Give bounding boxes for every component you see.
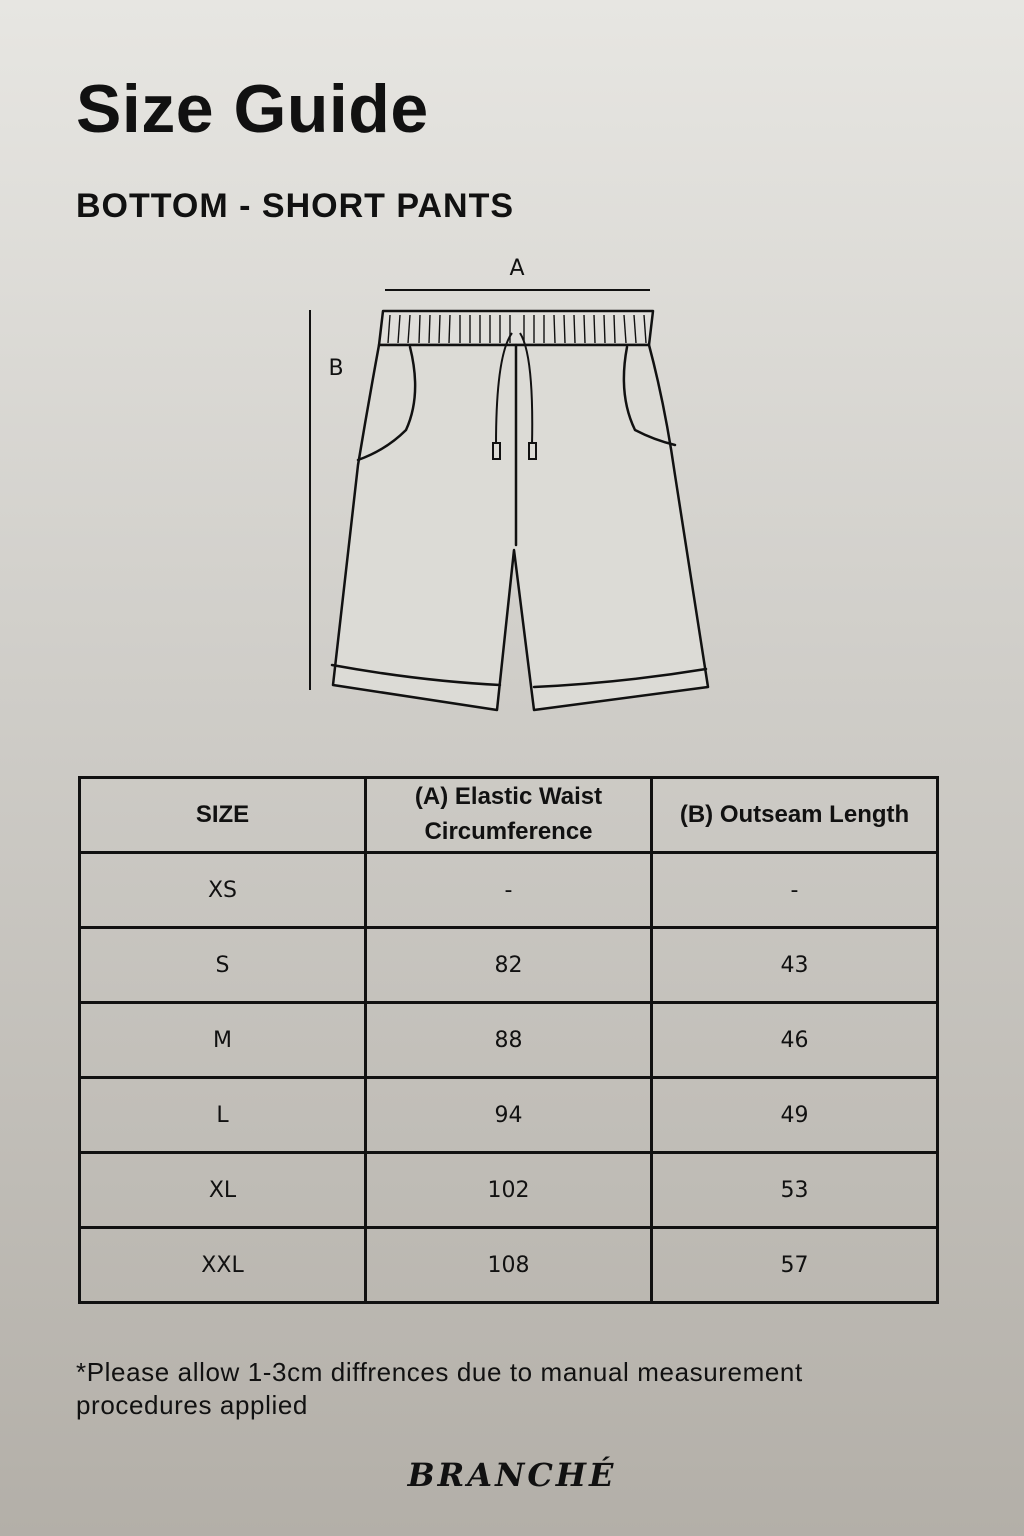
cell-waist: 88 <box>366 1003 652 1078</box>
shorts-outline <box>332 311 708 710</box>
table-row <box>80 853 938 928</box>
header-size: SIZE <box>80 778 366 853</box>
cell-waist: 102 <box>366 1153 652 1228</box>
cell-size: S <box>80 928 366 1003</box>
cell-waist: 108 <box>366 1228 652 1303</box>
table-row <box>80 1078 938 1153</box>
brand-logo: BRANCHÉ <box>407 1456 617 1494</box>
cell-size: XL <box>80 1153 366 1228</box>
cell-size: XS <box>80 853 366 928</box>
table-row <box>80 928 938 1003</box>
table-header-row <box>80 778 938 853</box>
cell-outseam: 57 <box>652 1228 938 1303</box>
cell-waist: - <box>366 853 652 928</box>
cell-outseam: - <box>652 853 938 928</box>
shorts-diagram <box>290 245 710 725</box>
cell-waist: 94 <box>366 1078 652 1153</box>
cell-outseam: 53 <box>652 1153 938 1228</box>
measurement-note: *Please allow 1-3cm diffrences due to manual measurement procedures applied <box>76 1357 803 1420</box>
header-outseam: (B) Outseam Length <box>652 778 938 853</box>
header-waist: (A) Elastic Waist Circumference <box>366 778 652 853</box>
size-table <box>78 776 939 1304</box>
cell-waist: 82 <box>366 928 652 1003</box>
label-a: A <box>509 256 525 281</box>
cell-size: XXL <box>80 1228 366 1303</box>
cell-outseam: 43 <box>652 928 938 1003</box>
cell-outseam: 49 <box>652 1078 938 1153</box>
table-row <box>80 1228 938 1303</box>
table-row <box>80 1003 938 1078</box>
cell-size: L <box>80 1078 366 1153</box>
cell-size: M <box>80 1003 366 1078</box>
page-subtitle: BOTTOM - SHORT PANTS <box>76 187 515 225</box>
page-title: Size Guide <box>76 71 429 147</box>
label-b: B <box>328 356 344 381</box>
table-row <box>80 1153 938 1228</box>
cell-outseam: 46 <box>652 1003 938 1078</box>
